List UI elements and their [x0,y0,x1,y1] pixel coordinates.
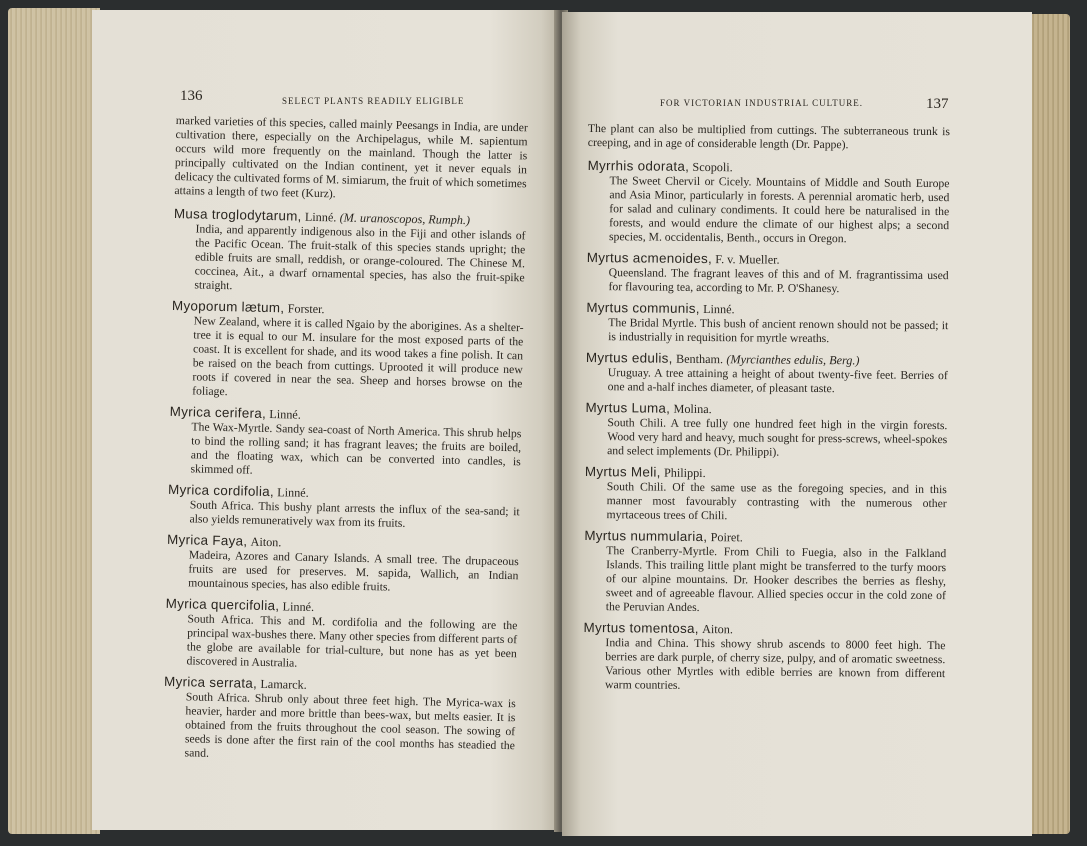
species-name: Myrtus edulis, [585,349,673,366]
species-author: Linné. [282,599,315,614]
species-author: Molina. [673,401,712,417]
left-text-column [162,114,528,773]
right-page-edges [1030,14,1070,834]
species-entry [162,674,516,767]
species-author: Aiton. [702,622,733,637]
species-author: Poiret. [710,530,743,545]
species-entry [586,300,948,347]
species-description: South Chili. Of the same use as the foregoing species, and in this manner most favourably contrasting with the numerous other myrtaceous trees of Chili. [606,480,947,523]
species-entry [587,158,950,247]
species-name: Myrica serrata, [163,673,258,691]
species-description: India and China. This showy shrub ascends to 8000 feet high. The berries are dark purple, of cherry size, pulpy, and of aromatic sweetness. Various other Myrtles with edible berries are known from different warm countries. [605,636,946,692]
species-description: India, and apparently indigenous also in the Fiji and other islands of the Pacific Ocean. The fruit-stalk of this species stands upright; the edible fruits are small, reddish, or orange-coloured. The Chinese M. coccinea, Ait., a dwarf ornamental species, has also the fruit-spike straight. [194,222,526,293]
species-description: New Zealand, where it is called Ngaio by the aborigines. As a shelter-tree it is equal to our M. insulare for the most exposed parts of the coast. It is excellent for shade, and its wood takes a fine polish. It can be raised on the beach from cuttings. Uprooted it will produce new roots if covered in near the sea. Sheep and horses browse on the foliage. [192,314,524,399]
left-page [92,10,560,830]
species-entry [167,482,520,533]
species-name: Musa troglodytarum, [173,205,302,224]
species-entry [164,596,517,675]
species-description: The Cranberry-Myrtle. From Chili to Fuegia, also in the Falkland Islands. This trailing little plant might be transferred to the turfy moors of our alpine mountains. Dr. Hooker describes the berries as fleshy, sweet and of agreeable flavour. Allied species occur in the cold zone of the Peruvian Andes. [605,544,947,614]
species-author: Aiton. [250,534,282,550]
species-description: The Wax-Myrtle. Sandy sea-coast of North America. This shrub helps to bind the rolling sand; it has fragrant leaves; the fruits are boiled, and the floating wax, which can be converted into candles, is skimmed off. [190,420,522,477]
left-page-edges [8,8,100,834]
species-entry [170,298,524,405]
species-entry [166,532,519,597]
species-synonym: (Myrcianthes edulis, Berg.) [726,352,860,368]
right-text-column [583,122,950,701]
species-name: Myrtus Meli, [584,463,661,480]
species-description: South Africa. Shrub only about three feet high. The Myrica-wax is heavier, harder and more brittle than bees-wax, but melts easier. It is obtained from the fruits throughout the cool season. The sowing of seeds is done after the first rain of the cool months has steadied the sand. [184,690,516,760]
species-synonym: (M. uranoscopos, Rumph.) [339,210,471,228]
species-author: Philippi. [663,465,706,481]
species-author: Lamarck. [260,676,307,692]
species-entry [172,206,526,299]
species-name: Myoporum lætum, [171,297,285,316]
species-description: The Sweet Chervil or Cicely. Mountains of Middle and South Europe and Asia Minor, particularly in forests. A perennial aromatic herb, used for salad and culinary condiments. It could here be naturalised in the forests, and would endure the climate of our highest alps; a second species, M. occidentalis, Benth., occurs in Oregon. [608,174,950,246]
running-head: SELECT PLANTS READILY ELIGIBLE [282,96,465,106]
continuation-text: marked varieties of this species, called mainly Peesangs in India, are under cultivation there, especially on the Archipelagus, while M. sapientum occurs wild more frequently on the mainland. Though the latter is principally cultivated on the Indian continent, yet it never equals in delicacy the cultivated forms of M. simiarum, the fruit of which sometimes attains a length of two feet (Kurz). [174,114,528,201]
species-description: Madeira, Azores and Canary Islands. A small tree. The drupaceous fruits are used for preserves. M. sapida, Wallich, an Indian mountainous species, has also edible fruits. [188,548,519,594]
species-entry [585,400,947,461]
species-description: Queensland. The fragrant leaves of this and of M. fragrantissima used for flavouring tea, according to Mr. P. O'Shanesy. [608,266,949,296]
page-number: 136 [180,88,203,104]
species-name: Myrtus communis, [586,299,700,316]
species-author: Linné. [304,209,337,225]
page-number: 137 [926,96,949,112]
species-description: Uruguay. A tree attaining a height of about twenty-five feet. Berries of one and a-half inches diameter, of pleasant taste. [607,366,948,396]
species-author: F. v. Mueller. [715,252,780,267]
species-description: The Bridal Myrtle. This bush of ancient renown should not be passed; it is industrially in requisition for myrtle wreaths. [608,316,949,346]
species-name: Myrtus nummularia, [584,527,708,545]
species-entry [583,620,946,695]
species-entry [585,464,947,525]
species-name: Myrica cerifera, [169,403,267,421]
running-head: FOR VICTORIAN INDUSTRIAL CULTURE. [660,98,864,108]
species-name: Myrtus Luma, [585,399,671,416]
species-description: South Africa. This bushy plant arrests the influx of the sea-sand; it also yields remuneratively wax from its fruits. [189,498,520,530]
species-name: Myrtus acmenoides, [586,249,713,267]
continuation-text: The plant can also be multiplied from cuttings. The subterraneous trunk is creeping, and in age of considerable length (Dr. Pappe). [587,122,950,152]
species-author: Linné. [277,485,309,500]
species-name: Myrica quercifolia, [165,595,280,614]
right-page [562,12,1032,836]
species-author: Linné. [269,407,301,422]
species-author: Forster. [287,301,325,317]
species-name: Myrrhis odorata, [587,157,690,174]
species-description: South Africa. This and M. cordifolia and the following are the principal wax-bushes there. Many other species from different parts of the globe are available for trial-culture, but none has as yet been discovered in Australia. [186,612,518,670]
species-entry [168,404,521,483]
species-entry [586,250,948,297]
species-author: Bentham. [675,351,724,367]
species-author: Scopoli. [692,159,733,175]
species-name: Myrica Faya, [166,531,248,549]
species-entry [584,528,947,617]
species-name: Myrica cordifolia, [167,481,275,500]
species-author: Linné. [703,302,735,317]
species-entry [586,350,948,397]
species-description: South Chili. A tree fully one hundred feet high in the virgin forests. Wood very hard and heavy, much sought for press-screws, wheel-spokes and select implements (Dr. Philippi). [607,416,948,459]
species-name: Myrtus tomentosa, [583,619,699,636]
